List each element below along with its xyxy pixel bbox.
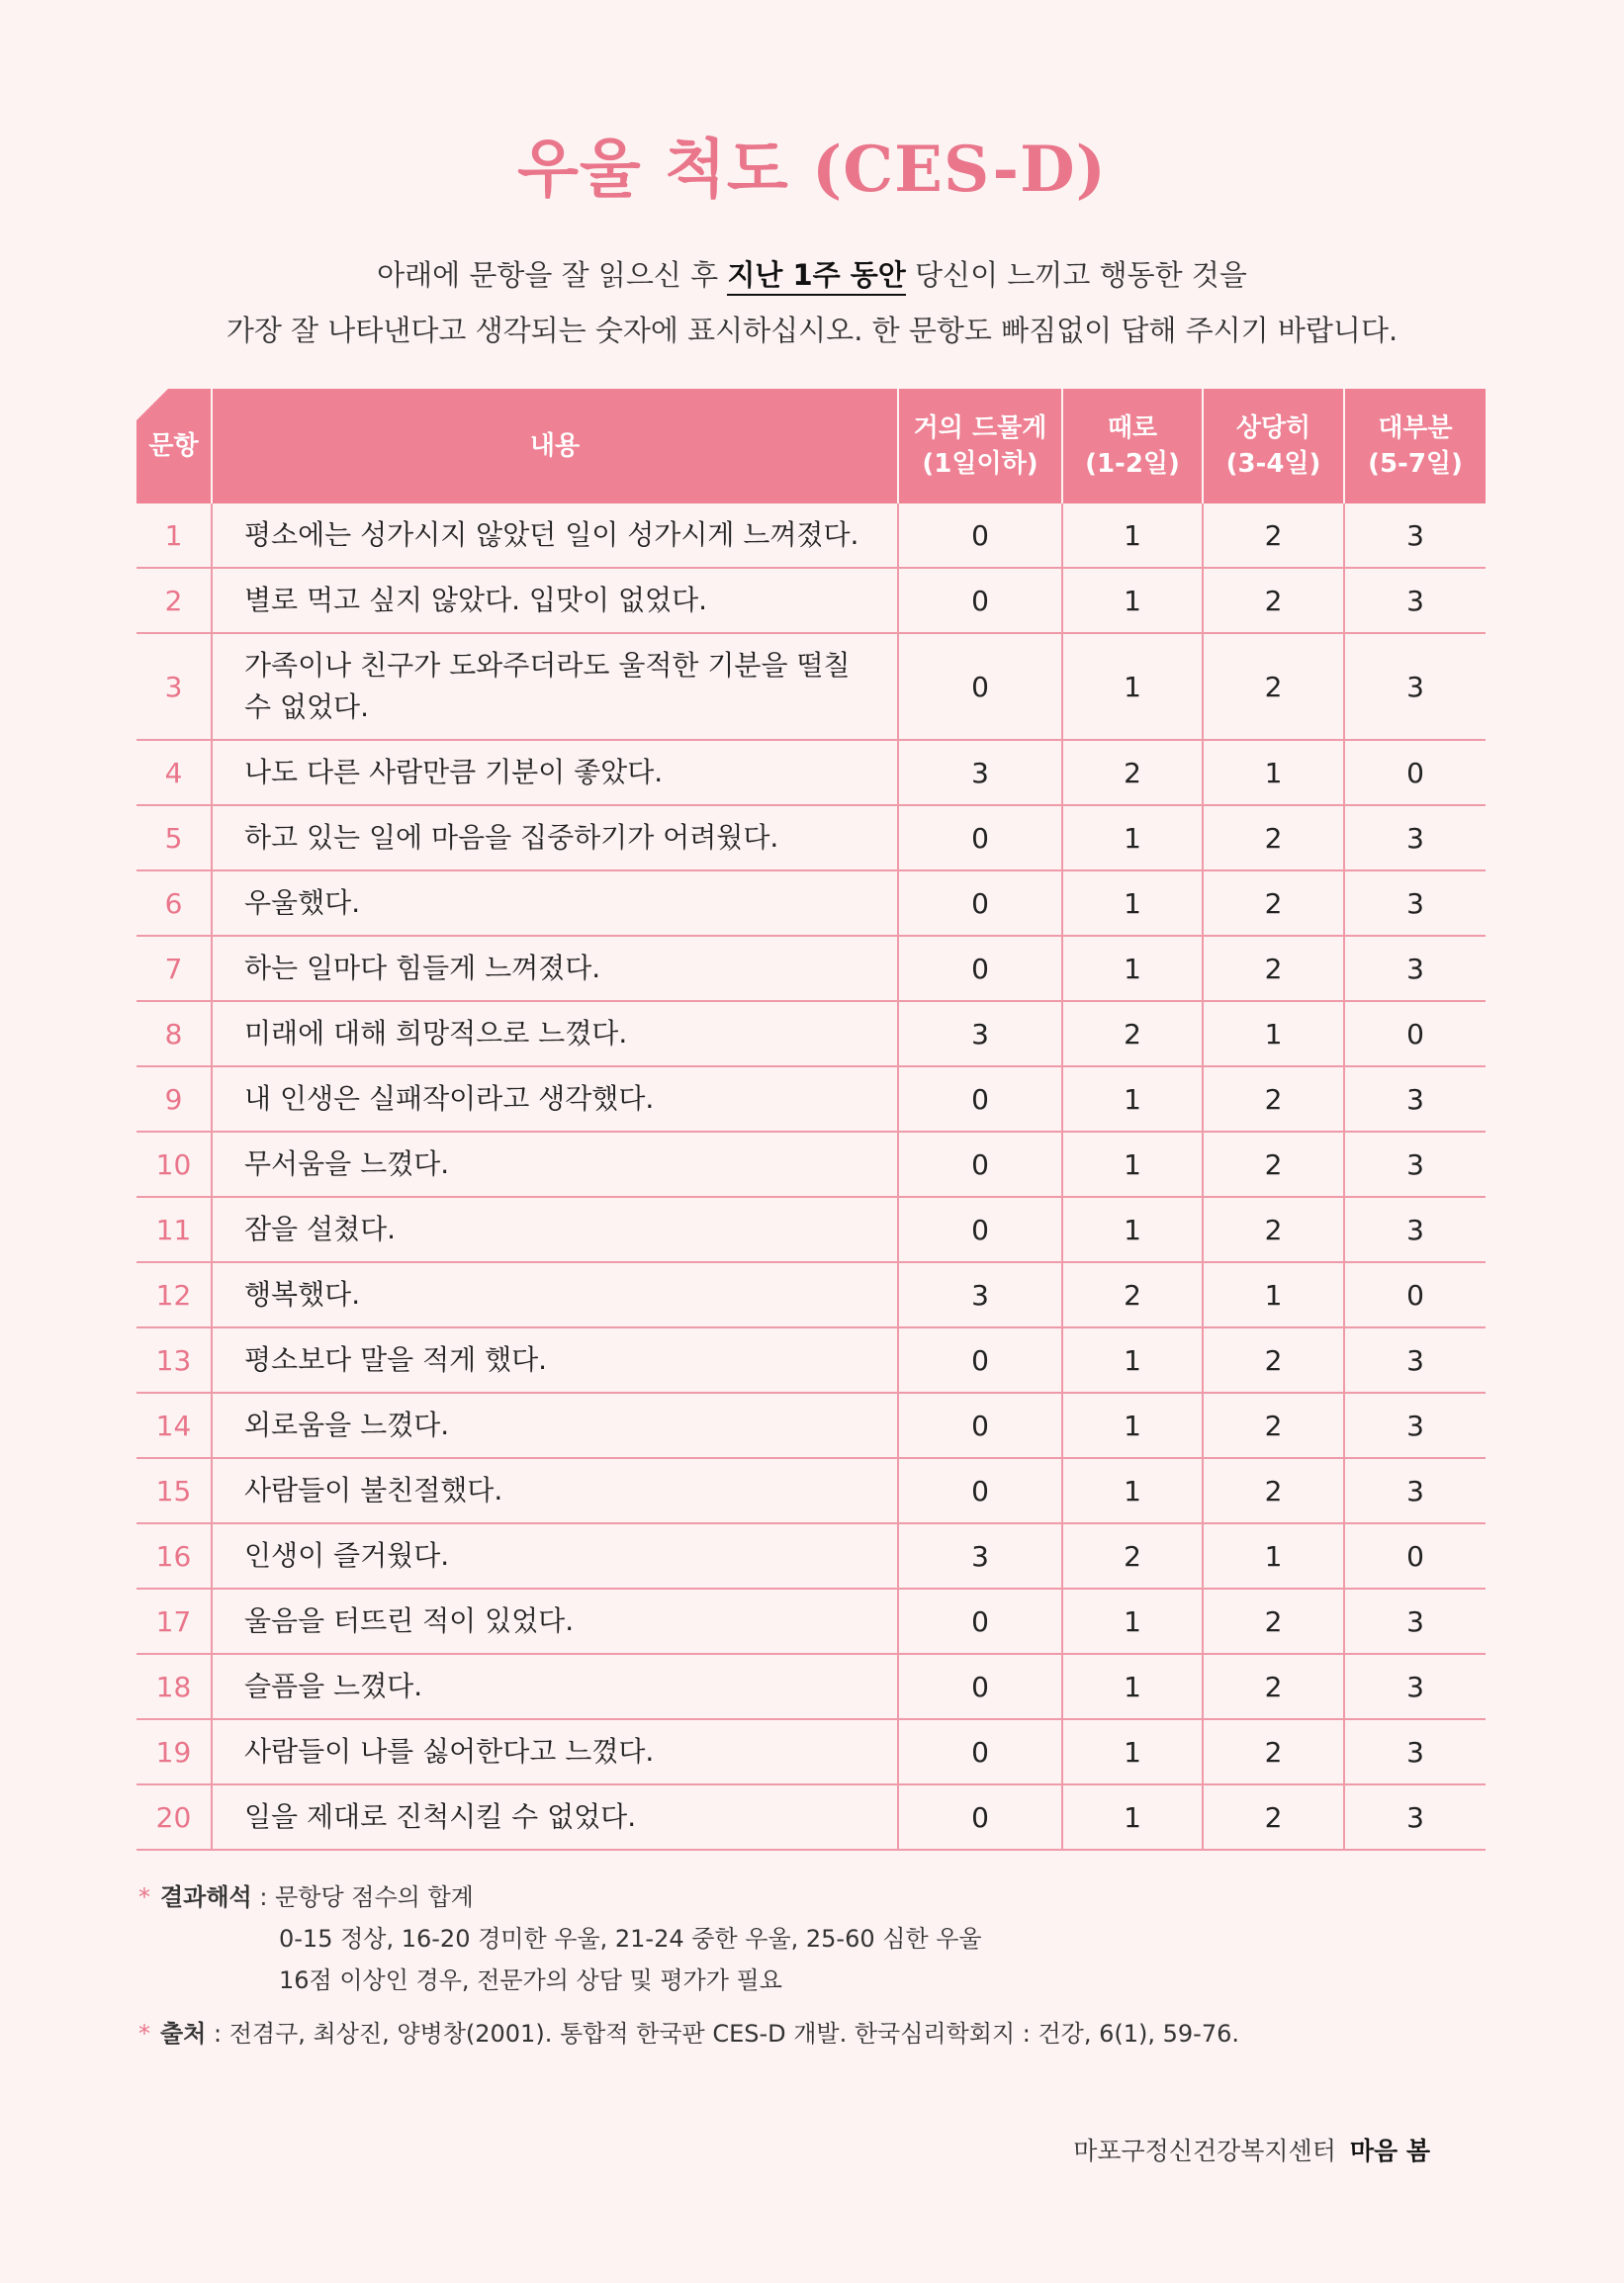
header-often-days: (3-4일) (1225, 449, 1321, 479)
item-number: 13 (136, 1327, 212, 1393)
score-cell: 0 (898, 568, 1062, 633)
item-text: 별로 먹고 싶지 않았다. 입맛이 없었다. (212, 568, 898, 633)
score-cell: 3 (1344, 805, 1486, 870)
score-cell: 0 (1344, 740, 1486, 805)
page-title: 우울 척도 (CES-D) (517, 133, 1107, 207)
header-num-label: 문항 (148, 431, 199, 461)
item-text: 사람들이 나를 싫어한다고 느꼈다. (212, 1719, 898, 1784)
score-cell: 1 (1203, 1523, 1344, 1589)
score-cell: 0 (898, 503, 1062, 568)
item-number: 5 (136, 805, 212, 870)
footer (1073, 2132, 1430, 2167)
table-header-row (136, 389, 1486, 503)
table-row (136, 1458, 1486, 1523)
score-cell: 1 (1062, 1197, 1203, 1262)
instructions-text: 아래에 문항을 잘 읽으신 후 (377, 258, 728, 292)
score-cell: 0 (1344, 1523, 1486, 1589)
score-cell: 1 (1203, 740, 1344, 805)
item-number: 18 (136, 1654, 212, 1719)
score-cell: 3 (1344, 1393, 1486, 1458)
score-cell: 0 (898, 1066, 1062, 1132)
score-cell: 3 (898, 1262, 1062, 1327)
score-cell: 1 (1062, 870, 1203, 936)
table-row (136, 1132, 1486, 1197)
score-cell: 3 (1344, 633, 1486, 740)
table-row (136, 633, 1486, 740)
score-cell: 1 (1062, 1589, 1203, 1654)
header-often-label: 상당히 (1235, 413, 1311, 443)
item-text: 미래에 대해 희망적으로 느꼈다. (212, 1001, 898, 1066)
score-cell: 3 (1344, 1654, 1486, 1719)
score-cell: 1 (1062, 805, 1203, 870)
score-cell: 2 (1062, 740, 1203, 805)
score-cell: 2 (1203, 1197, 1344, 1262)
footer-brand: 마음 봄 (1349, 2137, 1430, 2165)
table-row (136, 1197, 1486, 1262)
score-cell: 1 (1062, 1654, 1203, 1719)
item-text: 가족이나 친구가 도와주더라도 울적한 기분을 떨칠 수 없었다. (212, 633, 898, 740)
score-cell: 0 (898, 1197, 1062, 1262)
item-text: 행복했다. (212, 1262, 898, 1327)
score-cell: 3 (1344, 870, 1486, 936)
score-cell: 3 (1344, 503, 1486, 568)
note-source (138, 2013, 1484, 2055)
score-cell: 3 (1344, 1458, 1486, 1523)
score-cell: 0 (898, 1393, 1062, 1458)
score-cell: 3 (898, 1001, 1062, 1066)
item-text: 평소에는 성가시지 않았던 일이 성가시게 느껴졌다. (212, 503, 898, 568)
instructions-line-1 (0, 247, 1624, 303)
score-cell: 1 (1062, 1458, 1203, 1523)
instructions-text: 당신이 느끼고 행동한 것을 (905, 258, 1247, 292)
score-cell: 1 (1203, 1262, 1344, 1327)
item-number: 14 (136, 1393, 212, 1458)
score-cell: 2 (1203, 1393, 1344, 1458)
note-source-text: : 전겸구, 최상진, 양병창(2001). 통합적 한국판 CES-D 개발. 한국심리학회지 : 건강, 6(1), 59-76. (206, 2020, 1240, 2048)
score-cell: 3 (1344, 1589, 1486, 1654)
instructions-line-2: 가장 잘 나타낸다고 생각되는 숫자에 표시하십시오. 한 문항도 빠짐없이 답해 주시기 바랍니다. (226, 314, 1398, 347)
score-cell: 1 (1203, 1001, 1344, 1066)
item-text: 나도 다른 사람만큼 기분이 좋았다. (212, 740, 898, 805)
score-cell: 1 (1062, 568, 1203, 633)
score-cell: 2 (1203, 805, 1344, 870)
table-row (136, 1262, 1486, 1327)
header-mostly-label: 대부분 (1378, 413, 1453, 443)
score-cell: 2 (1203, 1589, 1344, 1654)
header-num (136, 389, 212, 503)
score-cell: 0 (1344, 1001, 1486, 1066)
item-number: 10 (136, 1132, 212, 1197)
item-text: 인생이 즐거웠다. (212, 1523, 898, 1589)
score-cell: 1 (1062, 1132, 1203, 1197)
note-source-label: 출처 (160, 2020, 207, 2048)
score-cell: 0 (898, 1132, 1062, 1197)
header-mostly-days: (5-7일) (1368, 449, 1463, 479)
score-cell: 2 (1203, 1784, 1344, 1850)
score-cell: 2 (1203, 1458, 1344, 1523)
asterisk-icon: * (138, 2020, 150, 2048)
item-number: 20 (136, 1784, 212, 1850)
score-cell: 0 (898, 1654, 1062, 1719)
score-cell: 3 (1344, 1132, 1486, 1197)
table-row (136, 1393, 1486, 1458)
table-row (136, 936, 1486, 1001)
score-cell: 0 (898, 870, 1062, 936)
item-number: 9 (136, 1066, 212, 1132)
score-cell: 0 (898, 1327, 1062, 1393)
table-row (136, 1001, 1486, 1066)
score-cell: 2 (1203, 1327, 1344, 1393)
table-row (136, 740, 1486, 805)
instructions (0, 247, 1624, 358)
item-text: 하고 있는 일에 마음을 집중하기가 어려웠다. (212, 805, 898, 870)
header-content: 내용 (212, 389, 898, 503)
score-cell: 1 (1062, 1719, 1203, 1784)
score-cell: 2 (1203, 568, 1344, 633)
score-cell: 0 (1344, 1262, 1486, 1327)
note-interpretation (138, 1876, 1484, 1918)
score-cell: 2 (1203, 1066, 1344, 1132)
table-row (136, 1523, 1486, 1589)
item-number: 6 (136, 870, 212, 936)
score-cell: 3 (898, 740, 1062, 805)
score-cell: 2 (1203, 1654, 1344, 1719)
score-cell: 0 (898, 1589, 1062, 1654)
item-number: 12 (136, 1262, 212, 1327)
score-cell: 1 (1062, 503, 1203, 568)
table-body (136, 503, 1486, 1850)
table-row (136, 805, 1486, 870)
header-mostly (1344, 389, 1486, 503)
item-number: 7 (136, 936, 212, 1001)
score-cell: 2 (1203, 503, 1344, 568)
score-cell: 3 (898, 1523, 1062, 1589)
item-number: 16 (136, 1523, 212, 1589)
score-cell: 2 (1203, 633, 1344, 740)
score-cell: 3 (1344, 936, 1486, 1001)
item-text: 내 인생은 실패작이라고 생각했다. (212, 1066, 898, 1132)
header-rarely (898, 389, 1062, 503)
item-text: 사람들이 불친절했다. (212, 1458, 898, 1523)
score-cell: 0 (898, 1719, 1062, 1784)
header-rarely-days: (1일이하) (922, 449, 1038, 479)
table-row (136, 1654, 1486, 1719)
item-text: 우울했다. (212, 870, 898, 936)
header-sometimes-days: (1-2일) (1085, 449, 1180, 479)
header-sometimes (1062, 389, 1203, 503)
note-interpretation-text: : 문항당 점수의 합계 (251, 1883, 474, 1911)
item-number: 3 (136, 633, 212, 740)
score-cell: 0 (898, 1458, 1062, 1523)
item-text: 외로움을 느꼈다. (212, 1393, 898, 1458)
item-text: 울음을 터뜨린 적이 있었다. (212, 1589, 898, 1654)
item-number: 4 (136, 740, 212, 805)
score-cell: 2 (1203, 870, 1344, 936)
item-number: 1 (136, 503, 212, 568)
item-text: 잠을 설쳤다. (212, 1197, 898, 1262)
table-row (136, 1784, 1486, 1850)
item-text: 하는 일마다 힘들게 느껴졌다. (212, 936, 898, 1001)
item-number: 19 (136, 1719, 212, 1784)
score-cell: 1 (1062, 1393, 1203, 1458)
item-text: 슬픔을 느꼈다. (212, 1654, 898, 1719)
item-number: 8 (136, 1001, 212, 1066)
instructions-emphasis: 지난 1주 동안 (727, 258, 905, 296)
table-row (136, 1327, 1486, 1393)
score-cell: 0 (898, 936, 1062, 1001)
score-cell: 2 (1062, 1523, 1203, 1589)
note-interpretation-advice: 16점 이상인 경우, 전문가의 상담 및 평가가 필요 (279, 1966, 782, 1994)
score-cell: 3 (1344, 1327, 1486, 1393)
item-number: 15 (136, 1458, 212, 1523)
score-cell: 2 (1203, 1132, 1344, 1197)
item-number: 11 (136, 1197, 212, 1262)
table-row (136, 503, 1486, 568)
score-cell: 0 (898, 805, 1062, 870)
ces-d-table (136, 389, 1486, 1851)
table-row (136, 1719, 1486, 1784)
table-row (136, 1066, 1486, 1132)
table-row (136, 1589, 1486, 1654)
score-cell: 3 (1344, 1719, 1486, 1784)
score-cell: 3 (1344, 1066, 1486, 1132)
footer-organization: 마포구정신건강복지센터 (1073, 2137, 1336, 2165)
score-cell: 3 (1344, 1197, 1486, 1262)
score-cell: 0 (898, 633, 1062, 740)
score-cell: 2 (1062, 1001, 1203, 1066)
score-cell: 1 (1062, 1066, 1203, 1132)
table-row (136, 568, 1486, 633)
score-cell: 2 (1062, 1262, 1203, 1327)
corner-fold-decoration (136, 389, 168, 420)
header-rarely-label: 거의 드물게 (913, 413, 1047, 443)
header-sometimes-label: 때로 (1107, 413, 1158, 443)
score-cell: 1 (1062, 1784, 1203, 1850)
score-cell: 1 (1062, 936, 1203, 1001)
score-cell: 3 (1344, 1784, 1486, 1850)
item-text: 일을 제대로 진척시킬 수 없었다. (212, 1784, 898, 1850)
header-often (1203, 389, 1344, 503)
score-cell: 2 (1203, 936, 1344, 1001)
score-cell: 0 (898, 1784, 1062, 1850)
score-cell: 2 (1203, 1719, 1344, 1784)
score-cell: 3 (1344, 568, 1486, 633)
item-number: 17 (136, 1589, 212, 1654)
item-text: 평소보다 말을 적게 했다. (212, 1327, 898, 1393)
note-interpretation-label: 결과해석 (160, 1883, 252, 1911)
score-cell: 1 (1062, 633, 1203, 740)
table-row (136, 870, 1486, 936)
notes (138, 1876, 1484, 2055)
note-interpretation-ranges: 0-15 정상, 16-20 경미한 우울, 21-24 중한 우울, 25-60 심한 우울 (279, 1925, 982, 1953)
item-text: 무서움을 느꼈다. (212, 1132, 898, 1197)
score-cell: 1 (1062, 1327, 1203, 1393)
asterisk-icon: * (138, 1883, 150, 1911)
item-number: 2 (136, 568, 212, 633)
